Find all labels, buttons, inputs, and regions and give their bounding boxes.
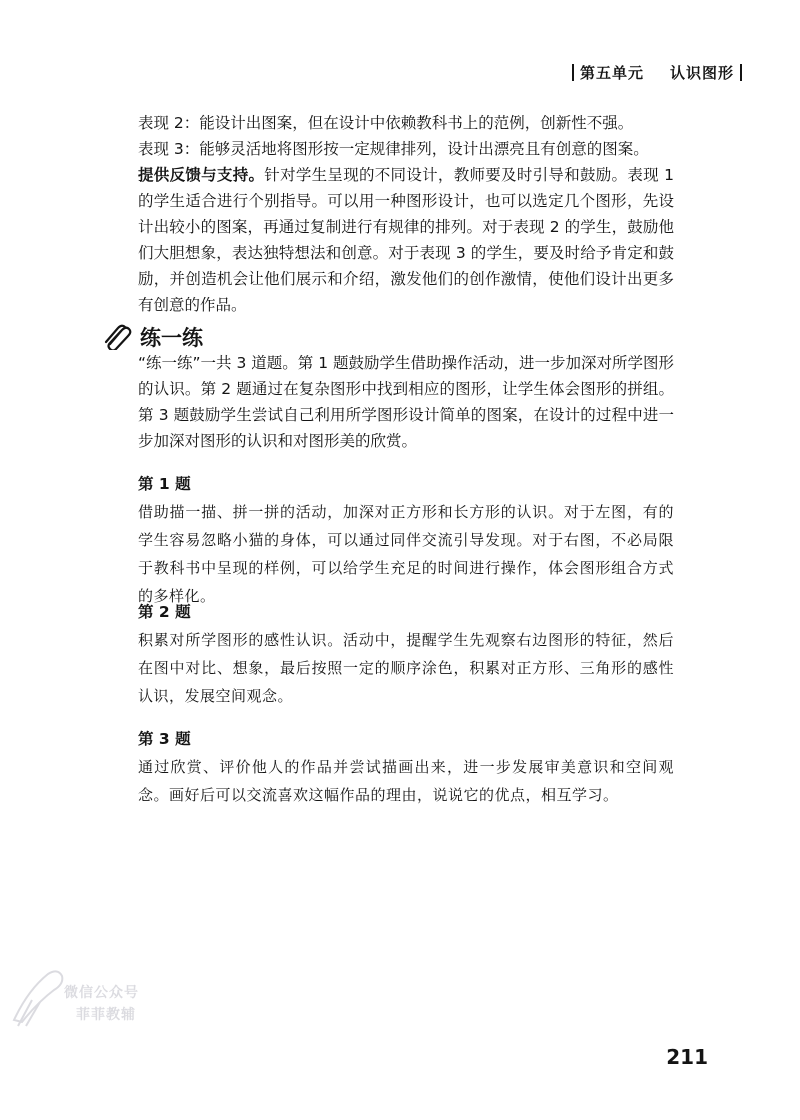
header-divider-right [740, 64, 742, 81]
question-3-title: 第 3 题 [138, 730, 191, 748]
question-1-text: 借助描一描、拼一拼的活动，加深对正方形和长方形的认识。对于左图，有的学生容易忽略小猫的身体，可以通过同伴交流引导发现。对于右图，不必局限于教科书中呈现的样例，可以给学生充足的时间进行操作，体会图形组合方式的多样化。 [138, 503, 674, 605]
practice-intro: “练一练”一共 3 道题。第 1 题鼓励学生借助操作活动，进一步加深对所学图形的认识。第 2 题通过在复杂图形中找到相应的图形，让学生体会图形的拼组。第 3 题鼓励学生尝试自己利用所学图形设计简单的图案，在设计的过程中进一步加深对图形的认识和对图形美的欣赏。 [138, 354, 674, 450]
question-2-text: 积累对所学图形的感性认识。活动中，提醒学生先观察右边图形的特征，然后在图中对比、想象，最后按照一定的顺序涂色，积累对正方形、三角形的感性认识，发展空间观念。 [138, 631, 674, 705]
watermark [8, 960, 158, 1030]
question-1-title: 第 1 题 [138, 475, 191, 493]
feedback-text: 针对学生呈现的不同设计，教师要及时引导和鼓励。表现 1 的学生适合进行个别指导。可以用一种图形设计，也可以选定几个图形，先设计出较小的图案，再通过复制进行有规律的排列。对于表现 2 的学生，鼓励他们大胆想象，表达独特想法和创意。对于表现 3 的学生，要及时给予肯定和鼓励，并创造机会让他们展示和介绍，激发他们的创作激情，使他们设计出更多有创意的作品。 [138, 166, 674, 314]
paperclip-icon [104, 324, 134, 350]
question-2-title: 第 2 题 [138, 603, 191, 621]
header-divider-left [572, 64, 574, 81]
header-title: 认识图形 [669, 64, 734, 82]
question-3-text: 通过欣赏、评价他人的作品并尝试描画出来，进一步发展审美意识和空间观念。画好后可以交流喜欢这幅作品的理由，说说它的优点，相互学习。 [138, 758, 674, 804]
practice-section-title [104, 322, 203, 352]
watermark-line1: 微信公众号 [64, 985, 139, 1001]
page-number: 211 [666, 1045, 708, 1069]
running-header [572, 62, 742, 83]
practice-title: 练一练 [140, 326, 203, 350]
watermark-graphic [8, 960, 68, 1030]
feedback-paragraph [138, 162, 674, 318]
header-unit: 第五单元 [579, 64, 644, 82]
performance-2-paragraph: 表现 2：能设计出图案，但在设计中依赖教科书上的范例，创新性不强。 [138, 114, 634, 132]
watermark-line2: 菲菲教辅 [76, 1007, 136, 1023]
performance-3-paragraph: 表现 3：能够灵活地将图形按一定规律排列，设计出漂亮且有创意的图案。 [138, 140, 649, 158]
feedback-lead: 提供反馈与支持。 [138, 166, 265, 184]
